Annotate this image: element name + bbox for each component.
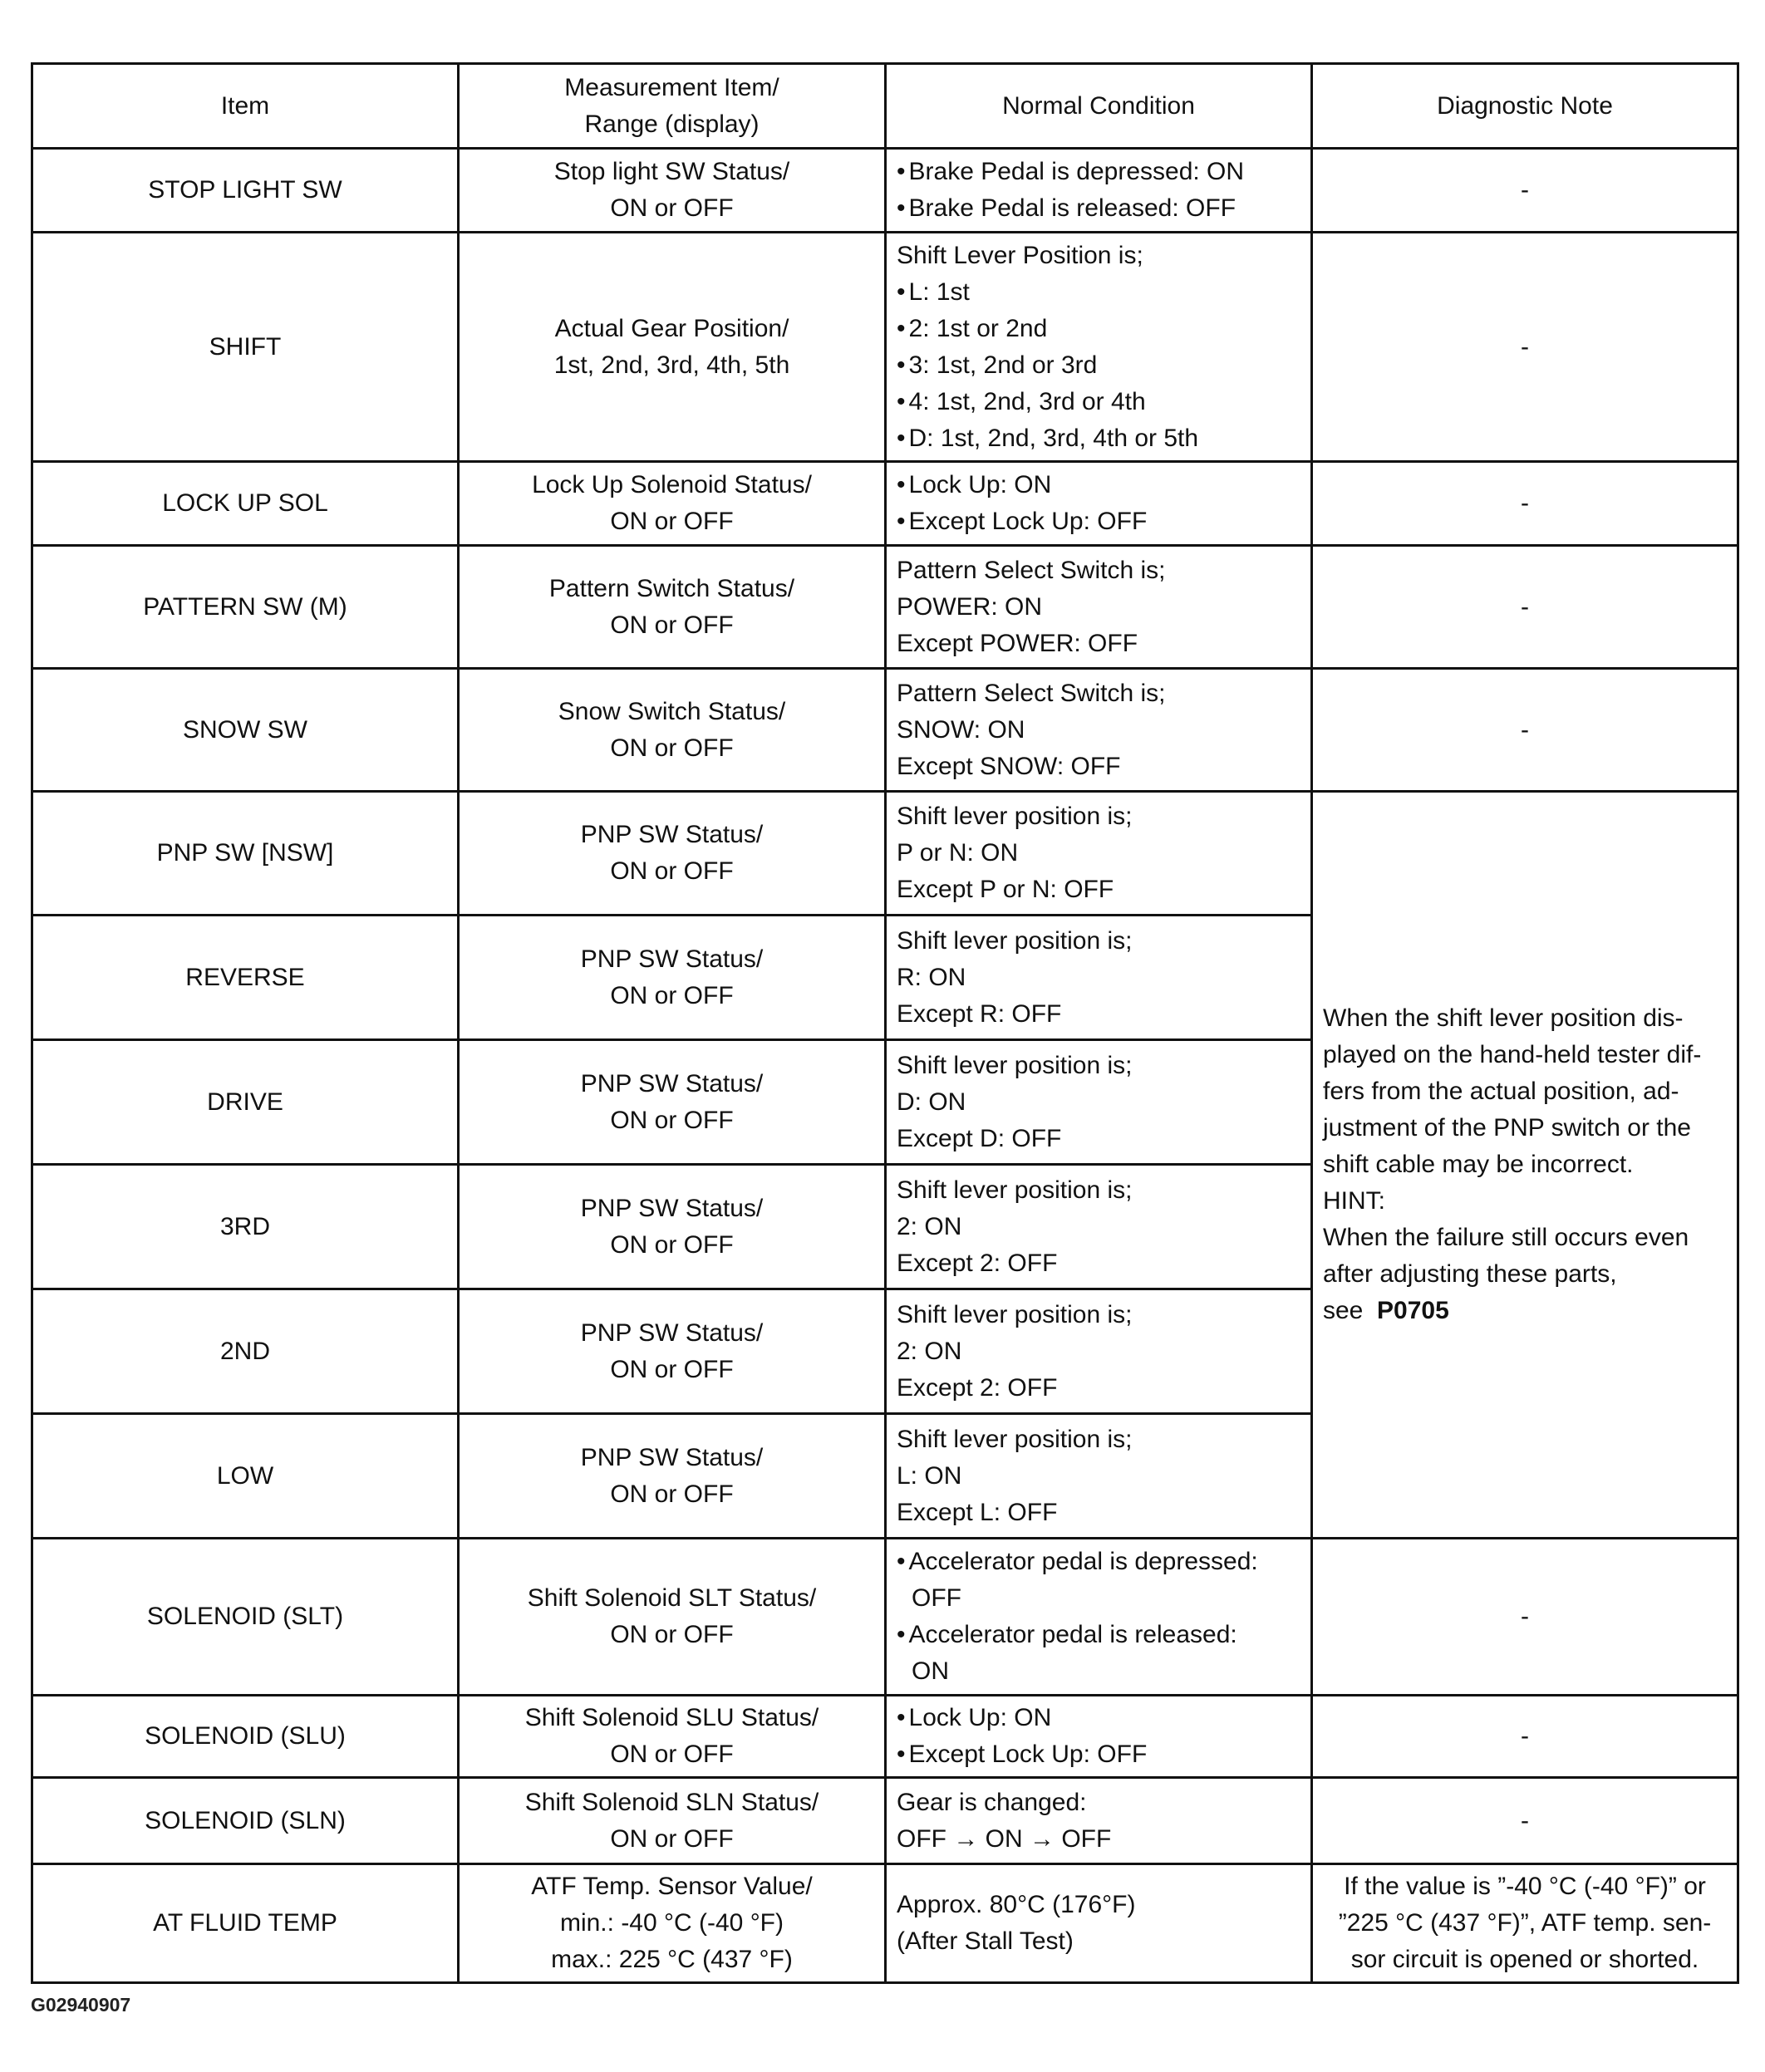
condition-line: D: ON — [897, 1088, 966, 1116]
measurement-cell — [459, 233, 886, 462]
condition-cell — [886, 546, 1312, 669]
measurement-line: ON or OFF — [610, 508, 734, 535]
condition-line: Except D: OFF — [897, 1124, 1062, 1152]
condition-line: R: ON — [897, 963, 966, 991]
condition-bullet: • Brake Pedal is depressed: ON — [897, 154, 1300, 190]
measurement-cell — [459, 1414, 886, 1539]
measurement-line: max.: 225 °C (437 °F) — [551, 1946, 793, 1973]
measurement-line: PNP SW Status/ — [580, 1318, 764, 1347]
measurement-line: ON or OFF — [610, 1480, 734, 1508]
note-cell: - — [1312, 669, 1738, 792]
item-cell: SOLENOID (SLN) — [32, 1778, 459, 1864]
measurement-cell — [459, 1289, 886, 1414]
note-line: If the value is ”-40 °C (-40 °F)” or — [1344, 1873, 1706, 1900]
item-cell: SNOW SW — [32, 669, 459, 792]
table-header-row — [32, 64, 1738, 149]
condition-line: Except SNOW: OFF — [897, 752, 1121, 780]
condition-line: Pattern Select Switch is; — [897, 679, 1166, 707]
header-normal-condition: Normal Condition — [886, 64, 1312, 149]
measurement-cell — [459, 1696, 886, 1778]
condition-bullet: • 2: 1st or 2nd — [897, 311, 1300, 347]
note-cell: - — [1312, 233, 1738, 462]
header-measurement — [459, 64, 886, 149]
header-measurement-line-2: Range (display) — [584, 110, 760, 138]
dtc-code-link[interactable]: P0705 — [1377, 1297, 1449, 1324]
condition-bullet: • 4: 1st, 2nd, 3rd or 4th — [897, 384, 1300, 420]
condition-line: SNOW: ON — [897, 715, 1025, 744]
item-cell: PATTERN SW (M) — [32, 546, 459, 669]
item-cell: LOW — [32, 1414, 459, 1539]
table-row-stop-light-sw — [32, 149, 1738, 233]
measurement-line: Snow Switch Status/ — [558, 697, 786, 725]
measurement-line: 1st, 2nd, 3rd, 4th, 5th — [553, 351, 790, 379]
condition-bullet: • Except Lock Up: OFF — [897, 1736, 1300, 1773]
condition-bullet: • Accelerator pedal is depressed: — [897, 1544, 1300, 1580]
note-line: fers from the actual position, ad- — [1323, 1078, 1679, 1105]
pnp-diagnostic-note-cell — [1312, 792, 1738, 1539]
note-cell: - — [1312, 149, 1738, 233]
condition-cell — [886, 1864, 1312, 1983]
measurement-cell — [459, 462, 886, 546]
condition-line: Gear is changed: — [897, 1788, 1087, 1816]
condition-line: Except P or N: OFF — [897, 876, 1114, 903]
condition-bullet: • Brake Pedal is released: OFF — [897, 190, 1300, 227]
note-line: When the failure still occurs even — [1323, 1224, 1689, 1251]
table-row-solenoid-sln — [32, 1778, 1738, 1864]
measurement-cell — [459, 669, 886, 792]
condition-line: Except 2: OFF — [897, 1373, 1058, 1402]
measurement-cell — [459, 546, 886, 669]
measurement-cell — [459, 149, 886, 233]
measurement-line: ON or OFF — [610, 981, 734, 1009]
note-line: played on the hand-held tester dif- — [1323, 1041, 1702, 1068]
condition-cell — [886, 233, 1312, 462]
note-line: justment of the PNP switch or the — [1323, 1114, 1691, 1142]
condition-line: Except 2: OFF — [897, 1249, 1058, 1277]
measurement-line: ON or OFF — [610, 194, 734, 222]
condition-line: Except R: OFF — [897, 999, 1062, 1028]
condition-bullet: • Except Lock Up: OFF — [897, 503, 1300, 540]
condition-line: Approx. 80°C (176°F) — [897, 1891, 1136, 1918]
condition-line: P or N: ON — [897, 839, 1019, 867]
table-row-pattern-sw — [32, 546, 1738, 669]
table-row-at-fluid-temp — [32, 1864, 1738, 1983]
figure-id: G02940907 — [31, 1994, 131, 2016]
note-cell: - — [1312, 1539, 1738, 1696]
condition-line: Pattern Select Switch is; — [897, 556, 1166, 584]
condition-cell — [886, 1414, 1312, 1539]
item-cell: DRIVE — [32, 1040, 459, 1165]
header-measurement-line-1: Measurement Item/ — [564, 73, 779, 101]
measurement-line: Stop light SW Status/ — [553, 158, 790, 185]
header-diagnostic-note: Diagnostic Note — [1312, 64, 1738, 149]
condition-cell — [886, 1778, 1312, 1864]
measurement-line: Actual Gear Position/ — [554, 314, 789, 342]
item-cell: LOCK UP SOL — [32, 462, 459, 546]
table-row-solenoid-slu — [32, 1696, 1738, 1778]
condition-cell — [886, 1539, 1312, 1696]
condition-cell — [886, 1696, 1312, 1778]
measurement-line: ON or OFF — [610, 1106, 734, 1134]
item-cell: 3RD — [32, 1165, 459, 1289]
note-hint-label: HINT: — [1323, 1187, 1385, 1215]
note-line: ”225 °C (437 °F)”, ATF temp. sen- — [1338, 1909, 1712, 1937]
condition-line: 2: ON — [897, 1212, 962, 1240]
measurement-line: ON or OFF — [610, 1824, 734, 1853]
measurement-cell — [459, 1778, 886, 1864]
item-cell: AT FLUID TEMP — [32, 1864, 459, 1983]
condition-line: (After Stall Test) — [897, 1927, 1074, 1955]
note-line: shift cable may be incorrect. — [1323, 1151, 1634, 1178]
item-cell: STOP LIGHT SW — [32, 149, 459, 233]
condition-line: ON — [912, 1657, 949, 1685]
note-line: When the shift lever position dis- — [1323, 1004, 1684, 1032]
measurement-line: PNP SW Status/ — [580, 1069, 764, 1097]
note-cell: - — [1312, 546, 1738, 669]
condition-bullet: • Lock Up: ON — [897, 467, 1300, 503]
measurement-line: Lock Up Solenoid Status/ — [532, 471, 812, 498]
table-row-snow-sw — [32, 669, 1738, 792]
note-cell: - — [1312, 1778, 1738, 1864]
condition-line: Shift Lever Position is; — [897, 241, 1143, 269]
condition-line: Except POWER: OFF — [897, 629, 1138, 657]
table-row-lock-up-sol — [32, 462, 1738, 546]
table-row-solenoid-slt — [32, 1539, 1738, 1696]
condition-bullet: • 3: 1st, 2nd or 3rd — [897, 347, 1300, 384]
item-cell: SHIFT — [32, 233, 459, 462]
note-see-line — [1323, 1293, 1727, 1329]
measurement-line: Pattern Switch Status/ — [548, 574, 795, 602]
condition-bullet: • D: 1st, 2nd, 3rd, 4th or 5th — [897, 420, 1300, 457]
condition-cell — [886, 916, 1312, 1040]
measurement-line: ON or OFF — [610, 611, 734, 639]
condition-bullet: • Accelerator pedal is released: — [897, 1617, 1300, 1653]
condition-line: 2: ON — [897, 1337, 962, 1365]
condition-line: OFF → ON → OFF — [897, 1824, 1112, 1853]
measurement-cell — [459, 1864, 886, 1983]
measurement-cell — [459, 916, 886, 1040]
measurement-line: min.: -40 °C (-40 °F) — [559, 1909, 784, 1937]
condition-line: Shift lever position is; — [897, 1300, 1133, 1328]
measurement-line: PNP SW Status/ — [580, 1443, 764, 1471]
measurement-cell — [459, 1539, 886, 1696]
measurement-line: Shift Solenoid SLU Status/ — [524, 1704, 819, 1731]
condition-line: Shift lever position is; — [897, 1176, 1133, 1204]
measurement-line: ATF Temp. Sensor Value/ — [531, 1873, 813, 1900]
measurement-line: PNP SW Status/ — [580, 1194, 764, 1222]
note-cell — [1312, 1864, 1738, 1983]
measurement-line: ON or OFF — [610, 1621, 734, 1648]
measurement-line: ON or OFF — [610, 857, 734, 885]
measurement-line: PNP SW Status/ — [580, 945, 764, 973]
item-cell: PNP SW [NSW] — [32, 792, 459, 916]
condition-cell — [886, 1289, 1312, 1414]
condition-cell — [886, 1165, 1312, 1289]
item-cell: REVERSE — [32, 916, 459, 1040]
condition-cell — [886, 792, 1312, 916]
condition-line: Shift lever position is; — [897, 926, 1133, 955]
condition-cell — [886, 1040, 1312, 1165]
measurement-cell — [459, 1040, 886, 1165]
condition-line: Shift lever position is; — [897, 1051, 1133, 1079]
item-cell: SOLENOID (SLT) — [32, 1539, 459, 1696]
note-cell: - — [1312, 1696, 1738, 1778]
condition-line: Shift lever position is; — [897, 803, 1133, 830]
condition-line: Shift lever position is; — [897, 1425, 1133, 1453]
condition-cell — [886, 462, 1312, 546]
condition-line: L: ON — [897, 1461, 962, 1490]
measurement-cell — [459, 1165, 886, 1289]
note-cell: - — [1312, 462, 1738, 546]
measurement-line: ON or OFF — [610, 734, 734, 762]
condition-cell — [886, 149, 1312, 233]
data-list-table — [31, 62, 1739, 1984]
measurement-line: ON or OFF — [610, 1741, 734, 1768]
measurement-line: ON or OFF — [610, 1355, 734, 1383]
condition-line: Except L: OFF — [897, 1498, 1058, 1526]
note-see-text: see — [1323, 1297, 1364, 1324]
note-line: sor circuit is opened or shorted. — [1350, 1946, 1699, 1973]
condition-cell — [886, 669, 1312, 792]
table-row-shift — [32, 233, 1738, 462]
condition-line: OFF — [912, 1584, 961, 1612]
condition-bullet: • L: 1st — [897, 274, 1300, 311]
measurement-cell — [459, 792, 886, 916]
condition-line: POWER: ON — [897, 592, 1043, 621]
note-line: after adjusting these parts, — [1323, 1260, 1617, 1288]
measurement-line: PNP SW Status/ — [580, 821, 764, 848]
item-cell: SOLENOID (SLU) — [32, 1696, 459, 1778]
item-cell: 2ND — [32, 1289, 459, 1414]
table-row-pnp-sw — [32, 792, 1738, 916]
measurement-line: ON or OFF — [610, 1230, 734, 1259]
measurement-line: Shift Solenoid SLT Status/ — [527, 1584, 817, 1612]
header-item: Item — [32, 64, 459, 149]
measurement-line: Shift Solenoid SLN Status/ — [524, 1788, 819, 1816]
condition-bullet: • Lock Up: ON — [897, 1700, 1300, 1736]
